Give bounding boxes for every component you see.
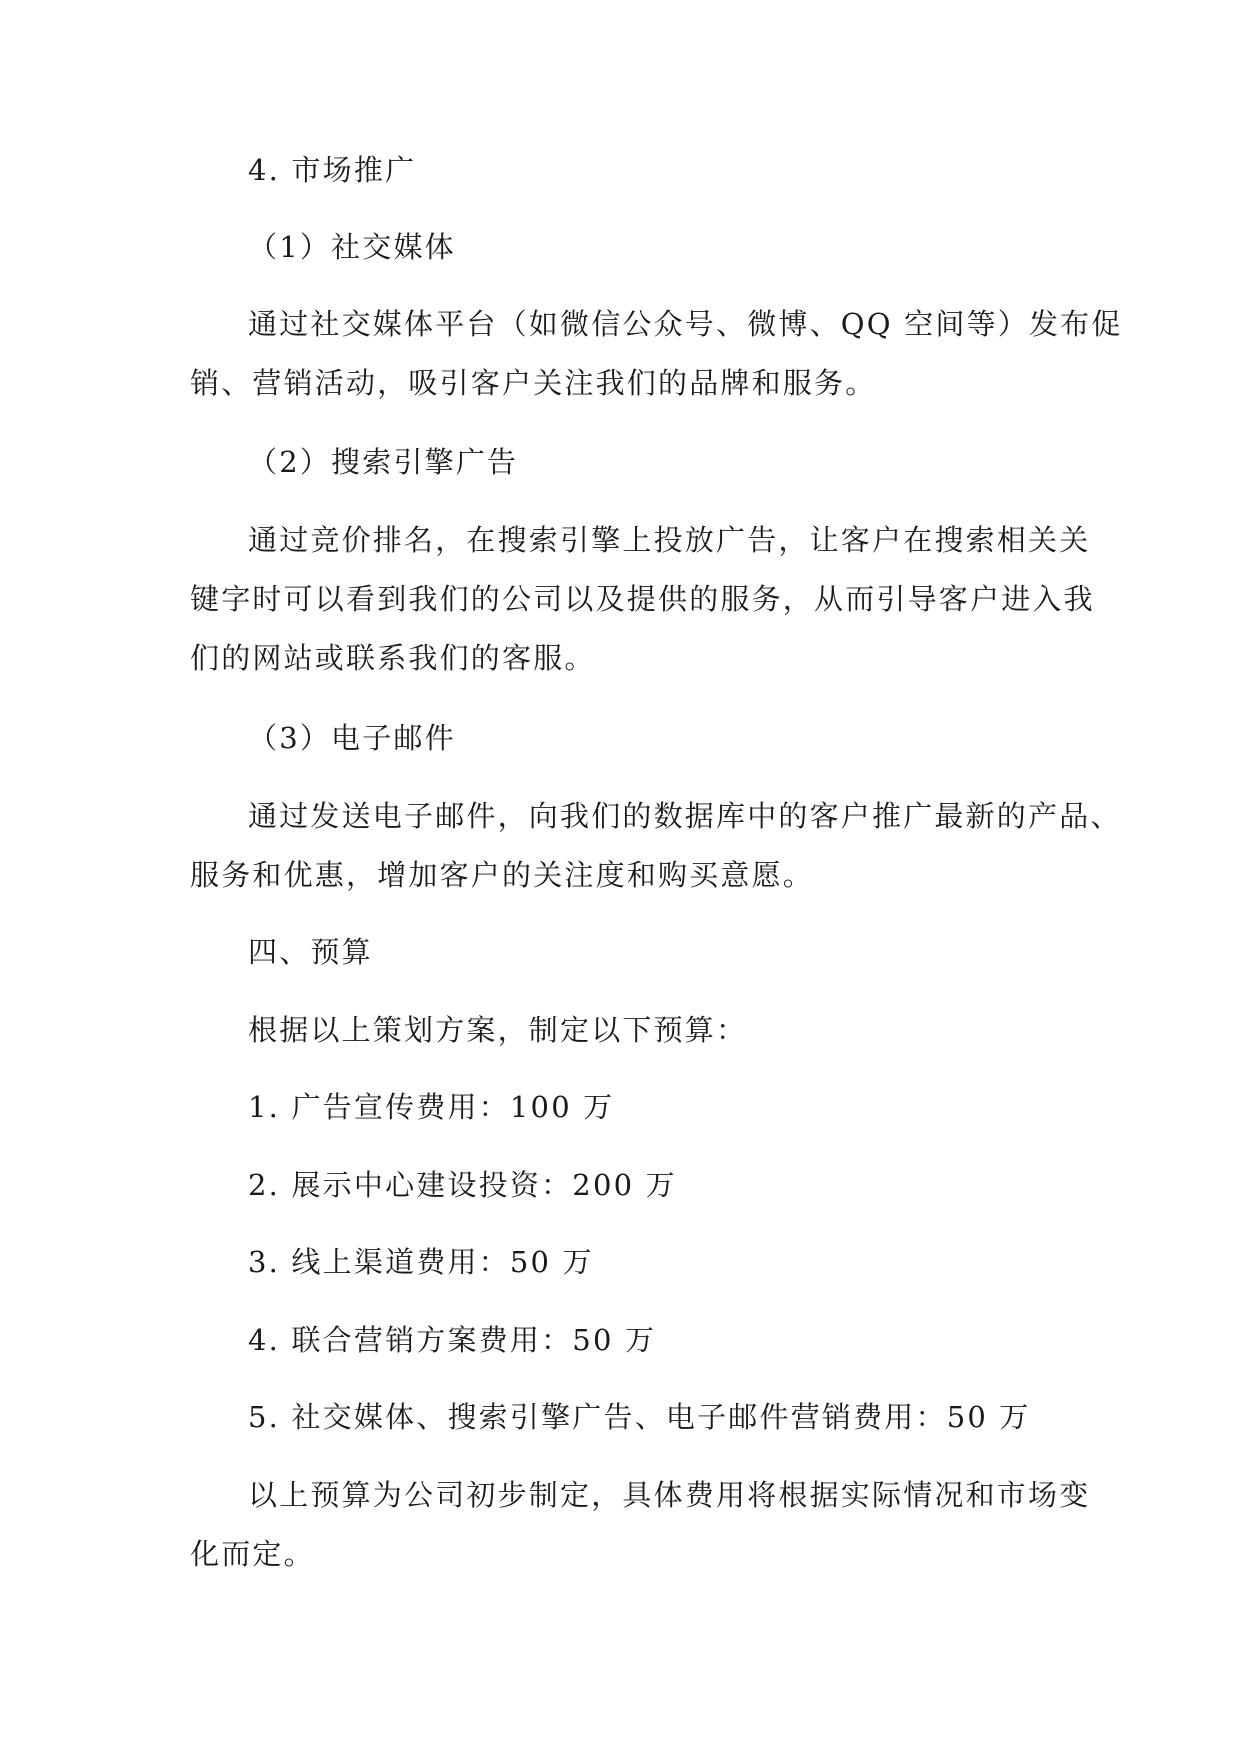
section-heading-budget: 四、预算 [248, 935, 373, 969]
budget-item: 4. 联合营销方案费用：50 万 [248, 1323, 657, 1357]
budget-item: 1. 广告宣传费用：100 万 [248, 1090, 615, 1124]
paragraph-search-line-2: 键字时可以看到我们的公司以及提供的服务，从而引导客户进入我 [190, 582, 1095, 616]
paragraph-social-line-2: 销、营销活动，吸引客户关注我们的品牌和服务。 [190, 366, 877, 400]
budget-item: 3. 线上渠道费用：50 万 [248, 1245, 594, 1279]
subheading-email: （3）电子邮件 [248, 721, 456, 755]
budget-item: 2. 展示中心建设投资：200 万 [248, 1168, 677, 1202]
section-heading-market-promotion: 4. 市场推广 [248, 153, 417, 187]
closing-paragraph-line-1: 以上预算为公司初步制定，具体费用将根据实际情况和市场变 [248, 1478, 1091, 1512]
closing-paragraph-line-2: 化而定。 [190, 1537, 315, 1571]
paragraph-search-line-3: 们的网站或联系我们的客服。 [190, 641, 596, 675]
paragraph-email-line-1: 通过发送电子邮件，向我们的数据库中的客户推广最新的产品、 [248, 799, 1122, 833]
paragraph-social-line-1: 通过社交媒体平台（如微信公众号、微博、QQ 空间等）发布促 [248, 307, 1123, 341]
budget-item: 5. 社交媒体、搜索引擎广告、电子邮件营销费用：50 万 [248, 1400, 1031, 1434]
paragraph-search-line-1: 通过竞价排名，在搜索引擎上投放广告，让客户在搜索相关关 [248, 523, 1091, 557]
subheading-search-ads: （2）搜索引擎广告 [248, 445, 519, 479]
paragraph-email-line-2: 服务和优惠，增加客户的关注度和购买意愿。 [190, 858, 815, 892]
budget-intro: 根据以上策划方案，制定以下预算： [248, 1013, 748, 1047]
subheading-social-media: （1）社交媒体 [248, 230, 456, 264]
